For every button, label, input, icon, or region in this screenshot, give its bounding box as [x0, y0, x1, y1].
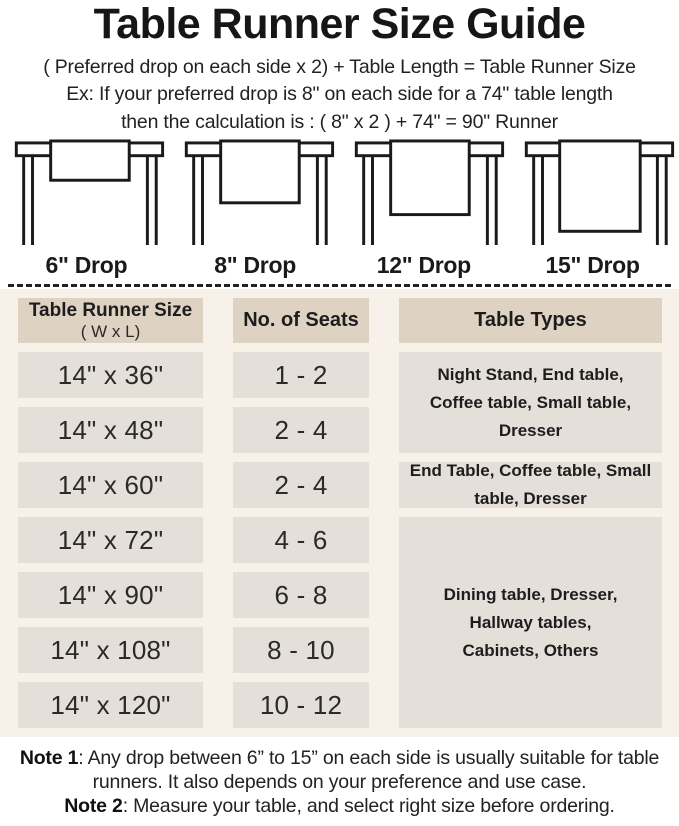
runner-size-header-title: Table Runner Size: [28, 300, 193, 321]
note-2: [0, 794, 679, 818]
drop-label-6in: 6" Drop: [45, 251, 128, 278]
table-runner-8in-illustration: [172, 139, 342, 247]
seats-value: 4 - 6: [233, 517, 369, 563]
table-runner-6in-illustration: [2, 139, 172, 247]
table-diagram-8in-drop: [172, 139, 342, 247]
formula-text: ( Preferred drop on each side x 2) + Table Length = Table Runner Size: [43, 56, 636, 78]
note-2-label: Note 2: [64, 795, 123, 817]
guide-header: [0, 0, 679, 136]
runner-size-value: 14" x 120": [18, 682, 203, 728]
seats-value: 2 - 4: [233, 462, 369, 508]
seats-value: 6 - 8: [233, 572, 369, 618]
drop-label-15in: 15" Drop: [545, 251, 640, 278]
note-1: [9, 746, 671, 794]
runner-size-header-subtitle: ( W x L): [80, 322, 141, 341]
example-line-1: Ex: If your preferred drop is 8" on each side for a 74" table length: [66, 83, 613, 105]
page-title: Table Runner Size Guide: [93, 0, 586, 48]
notes-section: [0, 746, 679, 818]
table-diagram-6in-drop: [2, 139, 172, 247]
column-header-table-types: Table Types: [399, 298, 662, 343]
drop-label-8in: 8" Drop: [214, 251, 296, 278]
table-types-text: Dining table, Dresser, Hallway tables, Cabinets, Others: [443, 584, 618, 660]
seats-value: 8 - 10: [233, 627, 369, 673]
seats-value: 2 - 4: [233, 407, 369, 453]
seats-value: 1 - 2: [233, 352, 369, 398]
runner-size-value: 14" x 72": [18, 517, 203, 563]
size-chart: [0, 289, 679, 737]
table-types-medium-tables: [399, 462, 662, 508]
table-types-text: End Table, Coffee table, Small table, Dresser: [409, 461, 652, 508]
drop-label-12in: 12" Drop: [376, 251, 471, 278]
table-runner-15in-illustration: [512, 139, 679, 247]
dashed-divider: [8, 284, 671, 287]
runner-size-value: 14" x 60": [18, 462, 203, 508]
table-runner-12in-illustration: [342, 139, 512, 247]
drop-labels-row: [0, 247, 679, 283]
runner-size-value: 14" x 48": [18, 407, 203, 453]
note-1-label: Note 1: [19, 747, 79, 769]
runner-size-value: 14" x 36": [18, 352, 203, 398]
note-1-text: : Any drop between 6” to 15” on each side is usually suitable for table runners. It also depends on your preference and use case.: [78, 747, 660, 793]
table-types-small-tables: [399, 352, 662, 453]
note-2-text: : Measure your table, and select right size before ordering.: [122, 795, 615, 817]
column-header-seats: No. of Seats: [233, 298, 369, 343]
table-types-text: Night Stand, End table, Coffee table, Small table, Dresser: [429, 364, 632, 440]
runner-size-value: 14" x 108": [18, 627, 203, 673]
table-types-large-tables: [399, 517, 662, 728]
seats-value: 10 - 12: [233, 682, 369, 728]
column-header-runner-size: [18, 298, 203, 343]
example-line-2: then the calculation is : ( 8" x 2 ) + 74" = 90" Runner: [121, 111, 558, 133]
runner-size-value: 14" x 90": [18, 572, 203, 618]
table-diagram-15in-drop: [512, 139, 679, 247]
table-diagram-12in-drop: [342, 139, 512, 247]
drop-diagrams: [0, 139, 679, 247]
